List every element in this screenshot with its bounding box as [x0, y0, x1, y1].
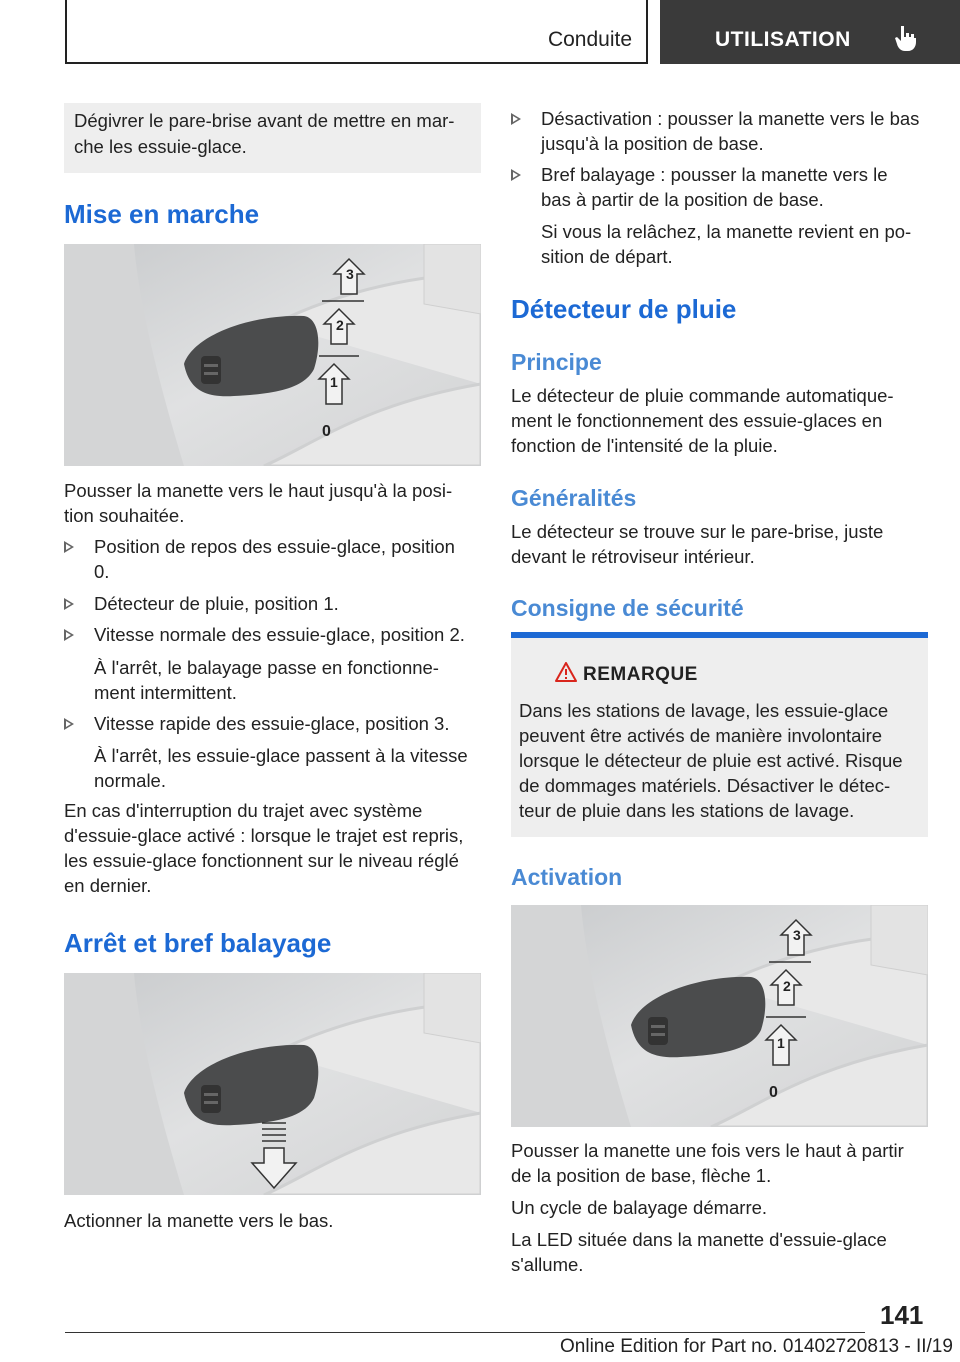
fig-label-1: 1	[777, 1035, 785, 1051]
list-item: Vitesse normale des essuie-glace, position 2.	[64, 622, 481, 647]
edition-text: Online Edition for Part no. 01402720813 - II/19	[560, 1336, 953, 1357]
page-number: 141	[880, 1300, 924, 1330]
fig-label-1: 1	[330, 374, 338, 390]
triangle-bullet-icon	[64, 629, 74, 641]
stop-text: Actionner la manette vers le bas.	[64, 1210, 334, 1231]
warning-text: Dans les stations de lavage, les essuie-glace peuvent être activés de manière involontaire lorsque le détecteur de pluie est activé. Risque de dommages matériels. Désactiver le détec- teur de pluie dans les stations de lavage.	[519, 700, 903, 821]
header-chapter-box	[660, 0, 960, 64]
activation-text-3: La LED située dans la manette d'essuie-glace s'allume.	[511, 1229, 887, 1275]
activation-text-1: Pousser la manette une fois vers le haut à partir de la position de base, flèche 1.	[511, 1140, 904, 1186]
triangle-bullet-icon	[64, 541, 74, 553]
position-3-detail: À l'arrêt, les essuie-glace passent à la vitesse normale.	[94, 745, 468, 791]
header-section-box	[65, 0, 648, 64]
triangle-bullet-icon	[64, 598, 74, 610]
heading-activation: Activation	[511, 864, 623, 890]
header-chapter: UTILISATION	[715, 28, 851, 51]
header-section: Conduite	[547, 28, 632, 51]
fig-label-0: 0	[769, 1084, 778, 1101]
wiper-lever-figure-activation	[511, 905, 928, 1127]
wiper-lever-figure-down	[64, 973, 481, 1195]
triangle-bullet-icon	[64, 718, 74, 730]
warning-triangle-icon	[555, 662, 577, 682]
fig-label-2: 2	[783, 978, 791, 994]
generalites-text: Le détecteur se trouve sur le pare-brise, juste devant le rétroviseur intérieur.	[511, 521, 884, 567]
activation-text-2: Un cycle de balayage démarre.	[511, 1197, 768, 1218]
fig-label-0: 0	[322, 423, 331, 440]
heading-generalites: Généralités	[511, 485, 637, 511]
warning-box	[511, 632, 928, 837]
warning-title: REMARQUE	[583, 664, 698, 685]
list-item: Bref balayage : pousser la manette vers le bas à partir de la position de base.	[511, 162, 928, 212]
position-2-detail: À l'arrêt, le balayage passe en fonctionne- ment intermittent.	[94, 657, 439, 703]
footer-divider	[65, 1332, 865, 1333]
interruption-text: En cas d'interruption du trajet avec système d'essuie-glace activé : lorsque le trajet est repris, les essuie-glace fonctionnent sur le niveau réglé en dernier.	[64, 800, 464, 896]
list-item: Position de repos des essuie-glace, position 0.	[64, 534, 481, 584]
hand-pointer-icon	[893, 24, 919, 52]
list-item: Désactivation : pousser la manette vers le bas jusqu'à la position de base.	[511, 106, 928, 156]
fig-label-2: 2	[336, 317, 344, 333]
list-item: Détecteur de pluie, position 1.	[64, 591, 481, 616]
principe-text: Le détecteur de pluie commande automatique- ment le fonctionnement des essuie-glaces en fonction de l'intensité de la pluie.	[511, 385, 894, 456]
intro-text: Pousser la manette vers le haut jusqu'à la posi- tion souhaitée.	[64, 480, 453, 526]
defrost-note: Dégivrer le pare-brise avant de mettre en mar- che les essuie-glace.	[64, 103, 481, 173]
triangle-bullet-icon	[511, 169, 521, 181]
fig-label-3: 3	[346, 266, 354, 282]
wiper-lever-figure-up	[64, 244, 481, 466]
list-item: Vitesse rapide des essuie-glace, position 3.	[64, 711, 481, 736]
fig-label-3: 3	[793, 927, 801, 943]
heading-arret-bref-balayage: Arrêt et bref balayage	[64, 928, 332, 958]
heading-mise-en-marche: Mise en marche	[64, 199, 260, 229]
release-detail: Si vous la relâchez, la manette revient en po- sition de départ.	[541, 221, 912, 267]
triangle-bullet-icon	[511, 113, 521, 125]
heading-consigne-securite: Consigne de sécurité	[511, 595, 744, 621]
heading-detecteur-pluie: Détecteur de pluie	[511, 294, 737, 324]
heading-principe: Principe	[511, 349, 602, 375]
